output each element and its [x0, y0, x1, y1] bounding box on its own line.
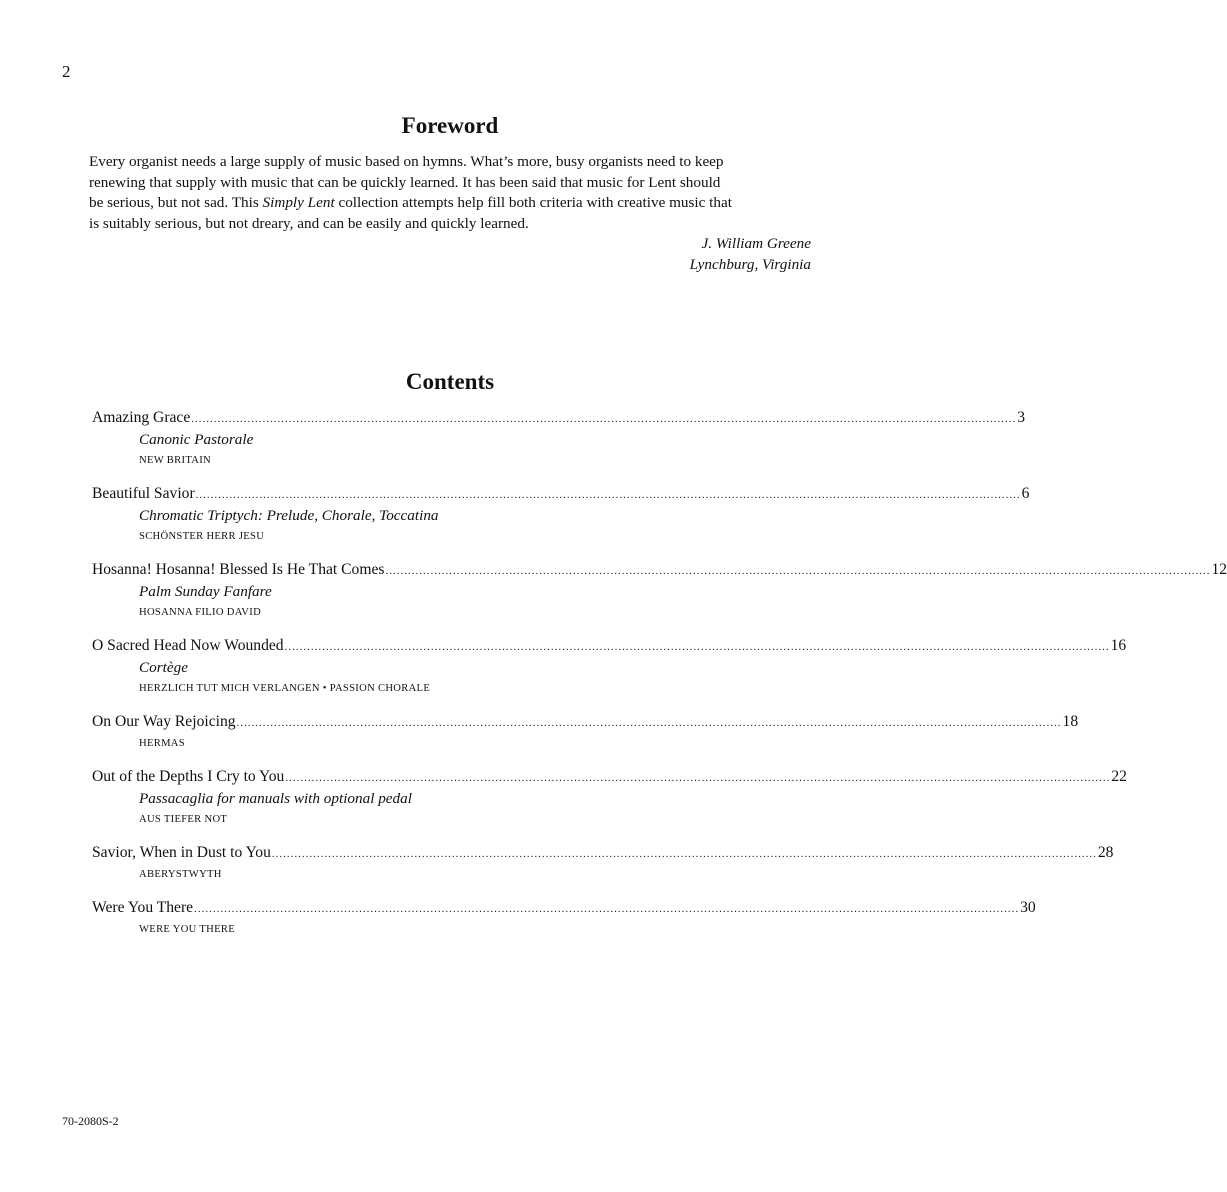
foreword-heading: Foreword [401, 113, 499, 138]
foreword-line: is suitably serious, but not dreary, and can be easily and quickly learned. [89, 215, 529, 233]
toc-entry-page: 18 [1062, 713, 1079, 730]
toc-entry [92, 767, 1127, 830]
toc-entry [92, 408, 1026, 471]
foreword-line-end: collection attempts help fill both criteria with creative music that [334, 194, 732, 212]
toc-entry-page: 22 [1111, 768, 1127, 785]
footer-code: 70-2080S-2 [62, 1114, 119, 1128]
toc-entry [92, 484, 1030, 547]
dot-leader: ............................................................................................................................................................................................................................ [271, 848, 1097, 860]
contents-heading: Contents [405, 369, 495, 394]
toc-entry-line [92, 408, 1026, 429]
toc-entry-tune: NEW BRITAIN [139, 455, 211, 466]
toc-entry-tune: SCHÖNSTER HERR JESU [139, 531, 265, 542]
toc-entry-subtitle: Palm Sunday Fanfare [139, 583, 272, 600]
toc-entry [92, 560, 1227, 623]
toc-entry-tune: HERZLICH TUT MICH VERLANGEN • PASSION CHORALE [139, 683, 431, 694]
toc-entry-line [92, 767, 1127, 788]
foreword-line [89, 193, 811, 214]
toc-entry-page: 3 [1017, 409, 1026, 426]
toc-entry [92, 843, 1114, 885]
toc-entry-title: Beautiful Savior [92, 485, 195, 502]
toc-entry-title: O Sacred Head Now Wounded [92, 637, 284, 654]
author-location: Lynchburg, Virginia [689, 256, 811, 273]
toc-entry-page: 28 [1097, 844, 1114, 861]
dot-leader: ............................................................................................................................................................................................................................ [194, 903, 1020, 915]
toc-entry-tune: AUS TIEFER NOT [139, 814, 228, 825]
toc-entry-title: Hosanna! Hosanna! Blessed Is He That Comes [92, 561, 385, 578]
toc-entry-title: On Our Way Rejoicing [92, 713, 236, 730]
dot-leader: ............................................................................................................................................................................................................................ [285, 772, 1111, 784]
foreword-body [89, 152, 811, 235]
dot-leader: ............................................................................................................................................................................................................................ [236, 717, 1062, 729]
dot-leader: ............................................................................................................................................................................................................................ [385, 565, 1211, 577]
toc-entry-subtitle: Cortège [139, 659, 188, 676]
foreword-line: renewing that supply with music that can be quickly learned. It has been said that music for Lent should [89, 173, 721, 191]
toc-entry-tune: ABERYSTWYTH [139, 869, 222, 880]
toc-entry-page: 30 [1020, 899, 1036, 916]
book-title: Simply Lent [262, 194, 335, 212]
toc-entry [92, 712, 1079, 754]
toc-entry-title: Savior, When in Dust to You [92, 844, 271, 861]
toc-entry [92, 898, 1036, 940]
toc-entry-line [92, 712, 1079, 733]
toc-entry-line [92, 898, 1036, 919]
toc-entry-title: Out of the Depths I Cry to You [92, 768, 285, 785]
dot-leader: ............................................................................................................................................................................................................................ [284, 641, 1110, 653]
toc-entry-page: 12 [1211, 561, 1227, 578]
foreword-line: Every organist needs a large supply of music based on hymns. What’s more, busy organists need to keep [89, 153, 724, 170]
toc-entry-subtitle: Passacaglia for manuals with optional pedal [139, 790, 412, 807]
toc-entry-subtitle: Chromatic Triptych: Prelude, Chorale, Toccatina [139, 507, 439, 524]
toc-entry-subtitle: Canonic Pastorale [139, 431, 254, 448]
toc-entry [92, 636, 1127, 699]
dot-leader: ............................................................................................................................................................................................................................ [195, 489, 1021, 501]
toc-entry-line [92, 484, 1030, 505]
toc-entry-tune: WERE YOU THERE [139, 924, 235, 935]
foreword-line-start: be serious, but not sad. This [89, 194, 263, 212]
toc-entry-line [92, 636, 1127, 657]
toc-entry-title: Amazing Grace [92, 409, 191, 426]
toc-entry-page: 16 [1110, 637, 1127, 654]
toc-entry-page: 6 [1021, 485, 1030, 502]
table-of-contents [92, 408, 1227, 940]
signature [690, 233, 811, 275]
author-name: J. William Greene [701, 235, 811, 252]
toc-entry-tune: HOSANNA FILIO DAVID [139, 607, 262, 618]
toc-entry-line [92, 560, 1227, 581]
dot-leader: ............................................................................................................................................................................................................................ [191, 413, 1017, 425]
page-number: 2 [62, 62, 71, 81]
toc-entry-line [92, 843, 1114, 864]
toc-entry-tune: HERMAS [139, 738, 185, 749]
toc-entry-title: Were You There [92, 899, 194, 916]
